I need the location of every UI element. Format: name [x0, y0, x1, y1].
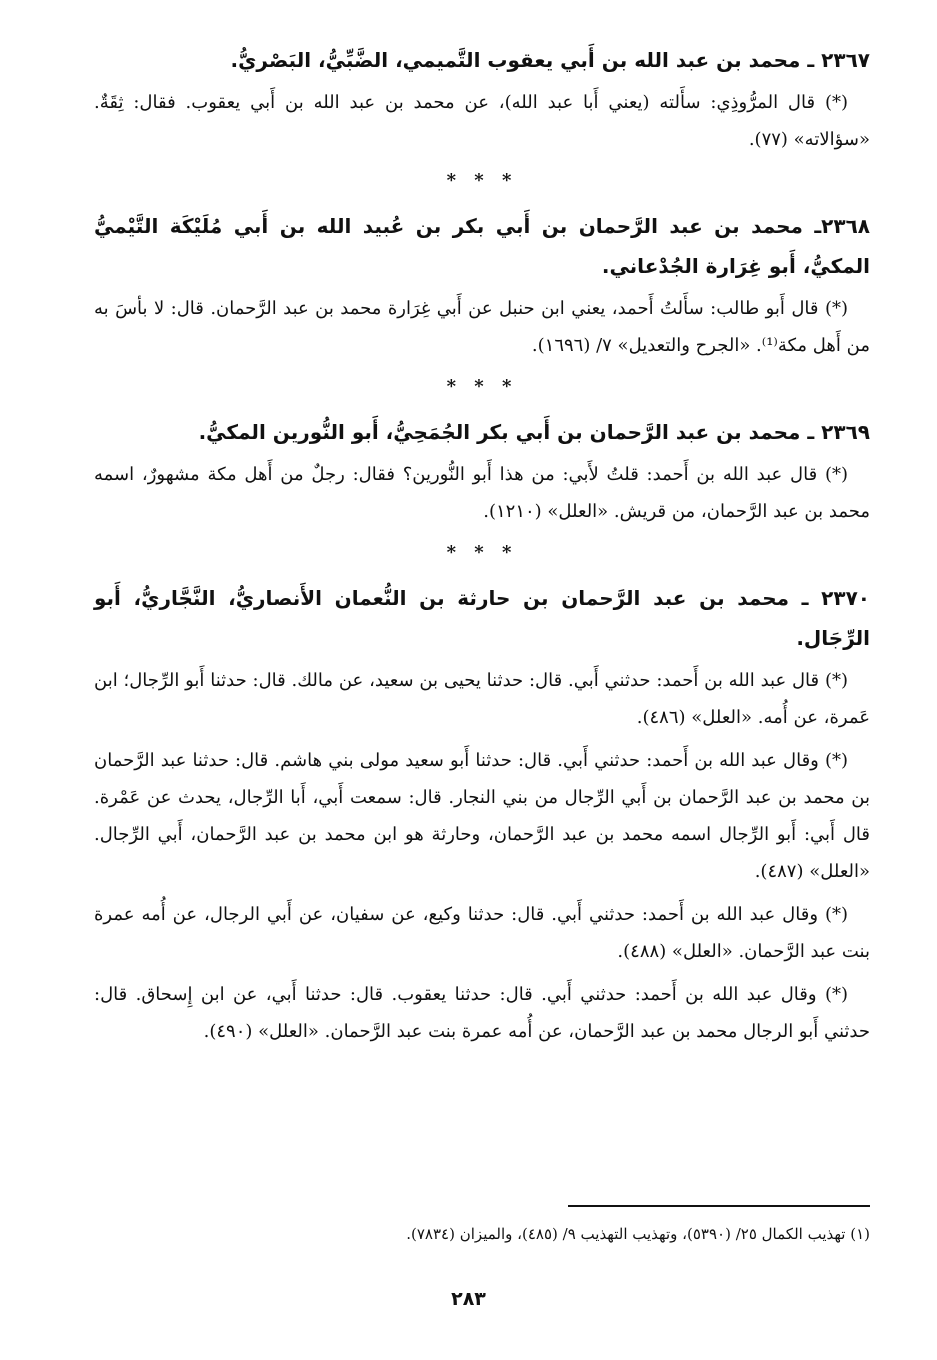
entry-heading: ٢٣٦٨ـ محمد بن عبد الرَّحمان بن أَبي بكر بن عُبيد الله بن أَبي مُلَيْكَة التَّيْميُّ المكيُّ، أَبو غِرَارة الجُدْعاني. [94, 214, 870, 278]
entry-2370 [94, 578, 870, 1050]
entry-2369 [94, 412, 870, 530]
section-separator: * * * [446, 542, 518, 563]
entry-heading: ٢٣٦٧ ـ محمد بن عبد الله بن أَبي يعقوب التَّميمي، الضَّبِّيُّ، البَصْريُّ. [230, 48, 870, 72]
entry-paragraph: (*) قال أَبو طالب: سأَلتُ أَحمد، يعني ابن حنبل عن أَبي غِرَارة محمد بن عبد الرَّحمان. قال: لا بأسَ به من أَهل مكة⁽¹⁾. «الجرح والتعديل» ٧/ (١٦٩٦). [94, 298, 870, 356]
entry-heading: ٢٣٦٩ ـ محمد بن عبد الرَّحمان بن أَبي بكر الجُمَحِيُّ، أَبو النُّورين المكيُّ. [198, 420, 870, 444]
entry-2368 [94, 206, 870, 364]
footnote: (١) تهذيب الكمال ٢٥/ (٥٣٩٠)، وتهذيب التهذيب ٩/ (٤٨٥)، والميزان (٧٨٣٤). [406, 1225, 870, 1243]
footnote-divider [568, 1205, 870, 1207]
entry-paragraph: (*) قال عبد الله بن أَحمد: حدثني أَبي. قال: حدثنا يحيى بن سعيد، عن مالك. قال: حدثنا أَبو الرِّجال؛ ابن عَمرة، عن أُمه. «العلل» (٤٨٦). [94, 670, 870, 728]
entry-heading: ٢٣٧٠ ـ محمد بن عبد الرَّحمان بن حارثة بن النُّعمان الأَنصاريُّ، النَّجَّاريُّ، أَبو الرِّجَال. [94, 586, 870, 650]
entry-paragraph: (*) وقال عبد الله بن أَحمد: حدثني أَبي. قال: حدثنا وكيع، عن سفيان، عن أَبي الرجال، عن أُمه عمرة بنت عبد الرَّحمان. «العلل» (٤٨٨). [94, 904, 870, 962]
entry-paragraph: (*) قال المرُّوذِي: سأَلته (يعني أَبا عبد الله)، عن محمد بن عبد الله بن أَبي يعقوب. فقال: ثِقَةٌ. «سؤالاته» (٧٧). [94, 92, 870, 150]
entry-paragraph: (*) قال عبد الله بن أَحمد: قلتُ لأَبي: من هذا أَبو النُّورين؟ فقال: رجلٌ من أَهل مكة مشهورٌ، اسمه محمد بن عبد الرَّحمان، من قريش. «العلل» (١٢١٠). [94, 464, 870, 522]
section-separator: * * * [446, 376, 518, 397]
page-number: ٢٨٣ [451, 1288, 486, 1310]
entry-paragraph: (*) وقال عبد الله بن أَحمد: حدثني أَبي. قال: حدثنا أَبو سعيد مولى بني هاشم. قال: حدثنا عبد الرَّحمان بن محمد بن عبد الرَّحمان بن أَبي الرِّجال من بني النجار. قال: سمعت أَبي، أَبا الرِّجال، يحدث عن عَمْرة. قال أَبي: أَبو الرِّجال اسمه محمد بن عبد الرَّحمان، وحارثة هو ابن محمد بن عبد الرَّحمان، أَبي الرِّجال. «العلل» (٤٨٧). [94, 750, 870, 882]
page-body [94, 40, 870, 1056]
section-separator: * * * [446, 170, 518, 191]
entry-2367 [94, 40, 870, 158]
entry-paragraph: (*) وقال عبد الله بن أَحمد: حدثني أَبي. قال: حدثنا يعقوب. قال: حدثنا أَبي، عن ابن إِسحاق. قال: حدثني أَبو الرجال محمد بن عبد الرَّحمان، عن أُمه عمرة بنت عبد الرَّحمان. «العلل» (٤٩٠). [94, 984, 870, 1042]
